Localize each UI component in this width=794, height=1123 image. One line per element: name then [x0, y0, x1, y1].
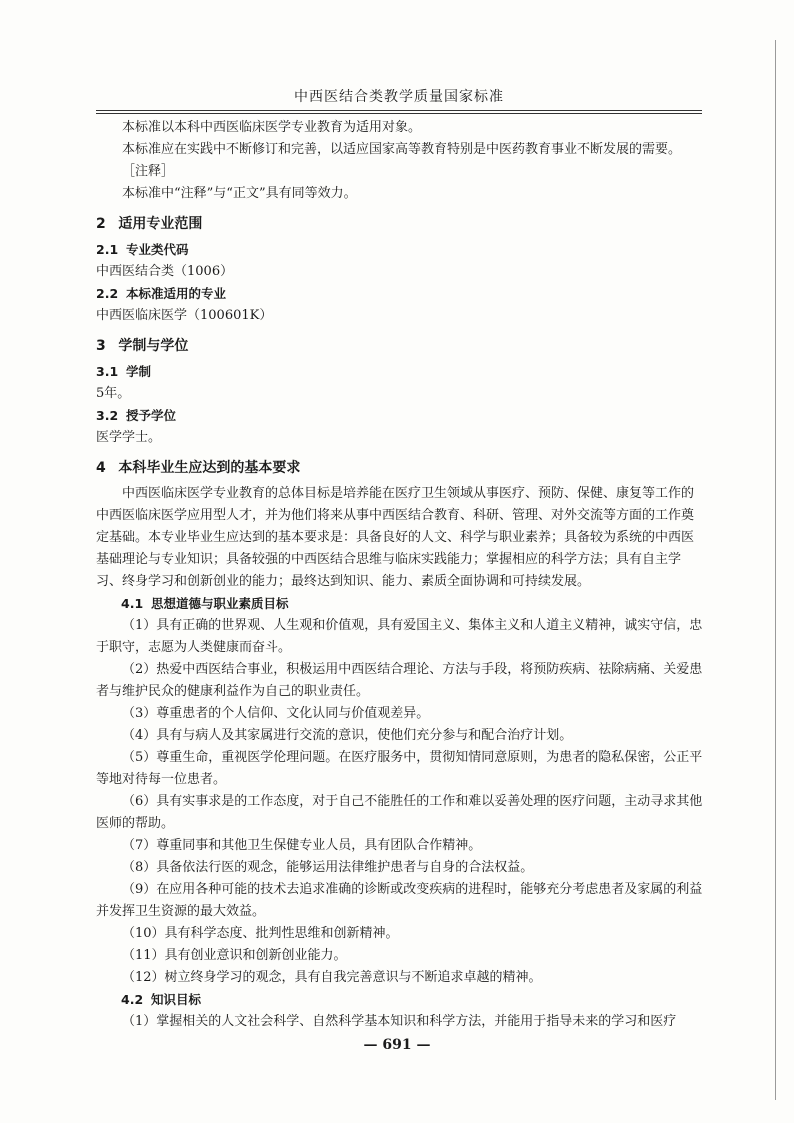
- intro-paragraph: 本标准以本科中西医临床医学专业教育为适用对象。: [122, 120, 422, 135]
- subsection-text: 中西医临床医学（100601K）: [96, 308, 273, 323]
- list-item: （7）尊重同事和其他卫生保健专业人员，具有团队合作精神。: [122, 838, 482, 853]
- header-rule: [96, 110, 702, 111]
- list-item: （6）具有实事求是的工作态度，对于自己不能胜任的工作和难以妥善处理的医疗问题，主动寻求其他医师的帮助。: [96, 794, 703, 831]
- list-item: （10）具有科学态度、批判性思维和创新精神。: [122, 926, 399, 941]
- intro-paragraph: 本标准应在实践中不断修订和完善，以适应国家高等教育特别是中医药教育事业不断发展的需要。: [122, 142, 682, 157]
- list-item: （3）尊重患者的个人信仰、文化认同与价值观差异。: [122, 706, 430, 721]
- section-paragraph: 中西医临床医学专业教育的总体目标是培养能在医疗卫生领域从事医疗、预防、保健、康复等工作的中西医临床医学应用型人才，并为他们将来从事中西医结合教育、科研、管理、对外交流等方面的工作奠定基础。本专业毕业生应达到的基本要求是：具备良好的人文、科学与职业素养；具备较为系统的中西医基础理论与专业知识；具备较强的中西医结合思维与临床实践能力；掌握相应的科学方法；具有自主学习、终身学习和创新创业的能力；最终达到知识、能力、素质全面协调和可持续发展。: [96, 486, 695, 589]
- page-number: — 691 —: [363, 1037, 431, 1053]
- list-item: （8）具备依法行医的观念，能够运用法律维护患者与自身的合法权益。: [122, 860, 534, 875]
- subsection-heading: 2.1 专业类代码: [96, 242, 189, 257]
- section-heading: 2 适用专业范围: [96, 216, 203, 232]
- subsection-heading: 3.1 学制: [96, 364, 152, 379]
- list-item: （1）掌握相关的人文社会科学、自然科学基本知识和科学方法，并能用于指导未来的学习和医疗: [122, 1014, 677, 1029]
- list-item: （5）尊重生命，重视医学伦理问题。在医疗服务中，贯彻知情同意原则，为患者的隐私保密，公正平等地对待每一位患者。: [96, 750, 703, 787]
- list-item: （1）具有正确的世界观、人生观和价值观，具有爱国主义、集体主义和人道主义精神，诚实守信，忠于职守，志愿为人类健康而奋斗。: [96, 618, 703, 655]
- list-item: （4）具有与病人及其家属进行交流的意识，使他们充分参与和配合治疗计划。: [122, 728, 573, 743]
- subsection-text: 5年。: [96, 386, 131, 401]
- subsection-heading: 4.1 思想道德与职业素质目标: [121, 596, 289, 611]
- subsection-heading: 3.2 授予学位: [96, 408, 177, 423]
- list-item: （2）热爱中西医结合事业，积极运用中西医结合理论、方法与手段，将预防疾病、祛除病痛、关爱患者与维护民众的健康利益作为自己的职业责任。: [96, 662, 703, 699]
- section-heading: 3 学制与学位: [96, 338, 189, 354]
- running-header: 中西医结合类教学质量国家标准: [294, 89, 504, 105]
- scan-edge-line: [775, 40, 776, 1100]
- note-text: 本标准中“注释”与“正文”具有同等效力。: [122, 186, 357, 201]
- list-item: （9）在应用各种可能的技术去追求准确的诊断或改变疾病的进程时，能够充分考虑患者及家属的利益并发挥卫生资源的最大效益。: [96, 882, 703, 919]
- section-heading: 4 本科毕业生应达到的基本要求: [96, 460, 301, 476]
- subsection-text: 中西医结合类（1006）: [96, 264, 234, 279]
- subsection-text: 医学学士。: [96, 430, 162, 445]
- header-rule: [96, 113, 702, 114]
- subsection-heading: 2.2 本标准适用的专业: [96, 286, 227, 301]
- list-item: （12）树立终身学习的观念，具有自我完善意识与不断追求卓越的精神。: [122, 970, 542, 985]
- note-label: ［注释］: [122, 164, 175, 179]
- list-item: （11）具有创业意识和创新创业能力。: [122, 948, 347, 963]
- page-body: [96, 117, 706, 1033]
- subsection-heading: 4.2 知识目标: [121, 992, 202, 1007]
